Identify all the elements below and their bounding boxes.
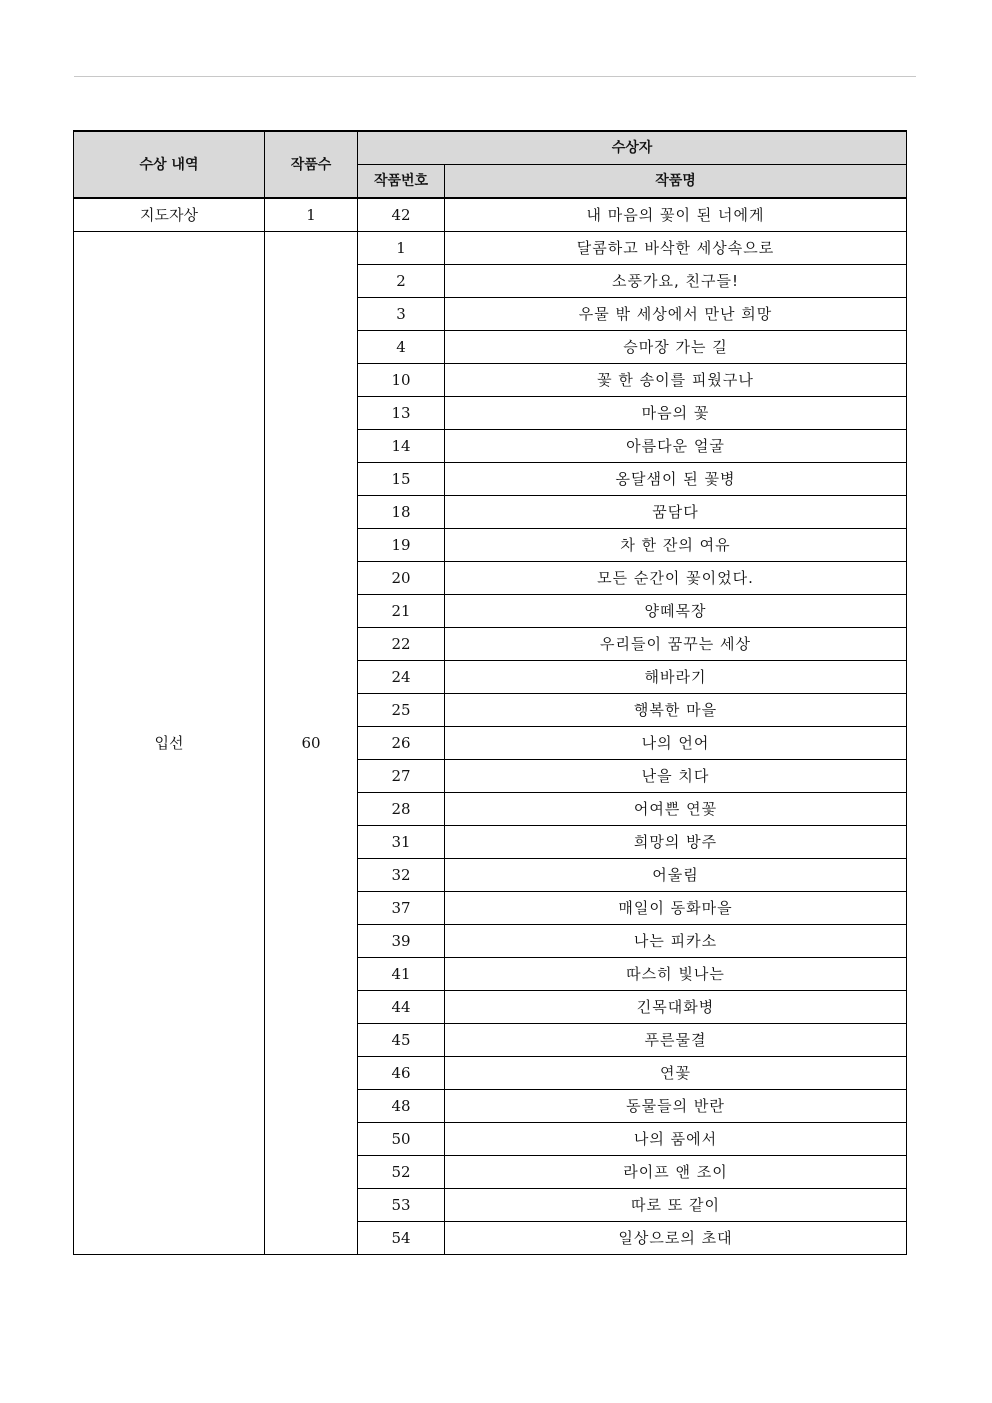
awards-table: [73, 130, 907, 1255]
work-number: 15: [358, 463, 445, 496]
work-title: 따스히 빛나는: [445, 958, 907, 991]
work-number: 28: [358, 793, 445, 826]
work-title: 모든 순간이 꽃이었다.: [445, 562, 907, 595]
award-count: 1: [265, 198, 358, 232]
work-number: 13: [358, 397, 445, 430]
awards-body: [74, 198, 907, 1255]
work-title: 달콤하고 바삭한 세상속으로: [445, 232, 907, 265]
table-row: [74, 198, 907, 232]
work-number: 21: [358, 595, 445, 628]
award-category: 지도자상: [74, 198, 265, 232]
work-number: 25: [358, 694, 445, 727]
work-number: 45: [358, 1024, 445, 1057]
work-title: 우리들이 꿈꾸는 세상: [445, 628, 907, 661]
work-number: 31: [358, 826, 445, 859]
award-category: 입선: [74, 232, 265, 1255]
work-number: 42: [358, 198, 445, 232]
work-number: 1: [358, 232, 445, 265]
work-number: 24: [358, 661, 445, 694]
header-row: [74, 131, 907, 165]
work-number: 32: [358, 859, 445, 892]
work-number: 19: [358, 529, 445, 562]
work-title: 나는 피카소: [445, 925, 907, 958]
work-title: 나의 언어: [445, 727, 907, 760]
header-award: 수상 내역: [74, 131, 265, 198]
work-number: 50: [358, 1123, 445, 1156]
work-title: 어여쁜 연꽃: [445, 793, 907, 826]
work-number: 14: [358, 430, 445, 463]
work-number: 53: [358, 1189, 445, 1222]
table-row: [74, 232, 907, 265]
work-number: 26: [358, 727, 445, 760]
work-title: 옹달샘이 된 꽃병: [445, 463, 907, 496]
work-title: 연꽃: [445, 1057, 907, 1090]
work-title: 희망의 방주: [445, 826, 907, 859]
work-title: 마음의 꽃: [445, 397, 907, 430]
header-rule: [74, 76, 916, 77]
work-number: 27: [358, 760, 445, 793]
header-work-number: 작품번호: [358, 165, 445, 199]
work-title: 소풍가요, 친구들!: [445, 265, 907, 298]
work-title: 해바라기: [445, 661, 907, 694]
work-title: 난을 치다: [445, 760, 907, 793]
work-title: 푸른물결: [445, 1024, 907, 1057]
work-number: 39: [358, 925, 445, 958]
work-number: 46: [358, 1057, 445, 1090]
work-number: 2: [358, 265, 445, 298]
work-title: 우물 밖 세상에서 만난 희망: [445, 298, 907, 331]
work-title: 일상으로의 초대: [445, 1222, 907, 1255]
work-number: 18: [358, 496, 445, 529]
header-winners: 수상자: [358, 131, 907, 165]
work-number: 41: [358, 958, 445, 991]
work-number: 10: [358, 364, 445, 397]
work-title: 꿈담다: [445, 496, 907, 529]
award-count: 60: [265, 232, 358, 1255]
work-title: 라이프 앤 조이: [445, 1156, 907, 1189]
work-title: 꽃 한 송이를 피웠구나: [445, 364, 907, 397]
work-title: 행복한 마을: [445, 694, 907, 727]
work-number: 52: [358, 1156, 445, 1189]
work-number: 37: [358, 892, 445, 925]
work-title: 내 마음의 꽃이 된 너에게: [445, 198, 907, 232]
work-number: 44: [358, 991, 445, 1024]
work-title: 따로 또 같이: [445, 1189, 907, 1222]
header-work-title: 작품명: [445, 165, 907, 199]
work-title: 어울림: [445, 859, 907, 892]
work-number: 3: [358, 298, 445, 331]
work-number: 54: [358, 1222, 445, 1255]
header-count: 작품수: [265, 131, 358, 198]
work-title: 긴목대화병: [445, 991, 907, 1024]
work-number: 4: [358, 331, 445, 364]
work-number: 48: [358, 1090, 445, 1123]
work-title: 양떼목장: [445, 595, 907, 628]
work-number: 20: [358, 562, 445, 595]
work-title: 승마장 가는 길: [445, 331, 907, 364]
work-title: 나의 품에서: [445, 1123, 907, 1156]
work-title: 동물들의 반란: [445, 1090, 907, 1123]
work-title: 차 한 잔의 여유: [445, 529, 907, 562]
work-number: 22: [358, 628, 445, 661]
work-title: 아름다운 얼굴: [445, 430, 907, 463]
work-title: 매일이 동화마을: [445, 892, 907, 925]
